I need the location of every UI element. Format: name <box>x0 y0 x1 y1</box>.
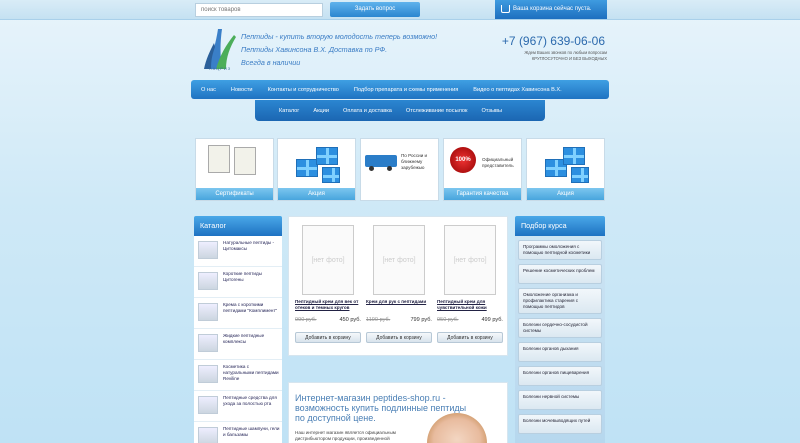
new-price: 450 руб. <box>339 317 361 323</box>
subnav-item-promos[interactable]: Акции <box>313 107 329 114</box>
product-thumbnail <box>198 303 218 321</box>
course-item[interactable]: Программы омоложения с помощью пептидной косметики <box>518 240 602 260</box>
truck-wheel-icon <box>387 166 392 171</box>
delivery-text: По России и ближнему зарубежью <box>401 153 428 170</box>
banner-promo-2[interactable] <box>526 138 605 201</box>
subnav-item-payment[interactable]: Оплата и доставка <box>342 107 392 114</box>
phone-number: +7 (967) 639-06-06 <box>501 34 605 48</box>
add-to-cart-button[interactable]: Добавить в корзину <box>295 332 361 343</box>
slogan-line-3: Всегда в наличии <box>241 58 301 67</box>
product-name[interactable]: Пептидный крем для век от отеков и темных кругов <box>295 299 359 310</box>
phone-note-line-2: КРУГЛОСУТОЧНО И БЕЗ ВЫХОДНЫХ <box>531 55 607 61</box>
product-name[interactable]: Крем для рук с пептидами <box>366 299 427 304</box>
phone-note <box>480 50 607 61</box>
course-item[interactable]: Болезни органов пищеварения <box>518 366 602 386</box>
banner-caption: Сертификаты <box>196 188 273 200</box>
nav-item-video[interactable]: Видео о пептидах Хавинсона В.Х. <box>473 86 562 93</box>
add-to-cart-button[interactable]: Добавить в корзину <box>366 332 432 343</box>
course-item[interactable]: Решение косметических проблем <box>518 264 602 284</box>
product-thumbnail <box>198 427 218 443</box>
catalog-item-label: Крема с короткими пептидами "Комплимент" <box>223 302 278 313</box>
course-title: Подбор курса <box>515 216 605 236</box>
banner-delivery[interactable] <box>360 138 439 201</box>
catalog-item-label: Косметика с натуральными пептидами Reviline <box>223 364 279 381</box>
intro-title: Интернет-магазин peptides-shop.ru - возможность купить подлинные пептиды по доступной цене. <box>295 393 467 423</box>
product-prices <box>366 317 432 327</box>
product-name[interactable]: Пептидный крем для чувствительной кожи <box>437 299 487 310</box>
logo-text: НАЦРИЗ <box>208 66 232 71</box>
subnav-item-reviews[interactable]: Отзывы <box>481 107 502 114</box>
sub-nav <box>255 100 545 121</box>
intro-text: Наш интернет магазин является официальным дистрибьютором продукции, произведенной <box>295 430 396 441</box>
add-to-cart-button[interactable]: Добавить в корзину <box>437 332 503 343</box>
product-grid <box>288 216 508 356</box>
product-image[interactable]: [нет фото] <box>302 225 354 295</box>
cart-status[interactable] <box>495 0 607 19</box>
catalog-item[interactable] <box>194 267 282 298</box>
banner-caption: Акция <box>278 188 355 200</box>
old-price: 950 руб. <box>437 317 459 323</box>
new-price: 799 руб. <box>410 317 432 323</box>
product-thumbnail <box>198 334 218 352</box>
top-bar <box>0 0 800 20</box>
product-thumbnail <box>198 241 218 259</box>
product-image[interactable]: [нет фото] <box>373 225 425 295</box>
subnav-item-tracking[interactable]: Отслеживание посылок <box>405 107 468 114</box>
nav-item-news[interactable]: Новости <box>230 86 253 93</box>
truck-wheel-icon <box>369 166 374 171</box>
gift-icon <box>316 147 338 165</box>
gift-icon <box>571 167 589 183</box>
catalog-title: Каталог <box>194 216 282 236</box>
nav-item-selection[interactable]: Подбор препарата и схемы применения <box>353 86 459 93</box>
product-prices <box>295 317 361 327</box>
old-price: 990 руб. <box>295 317 317 323</box>
nav-item-about[interactable]: О нас <box>201 86 216 93</box>
logo[interactable] <box>202 25 238 71</box>
certificate-image <box>208 145 230 173</box>
course-item[interactable]: Омоложение организма и профилактика старения с помощью пептидов <box>518 288 602 314</box>
course-item[interactable]: Болезни мочевыводящих путей <box>518 414 602 434</box>
certificate-image <box>234 147 256 175</box>
official-rep-text: Официальный представитель <box>482 157 514 168</box>
catalog-item-label: Короткие пептиды Цитогены <box>223 271 262 282</box>
catalog-item[interactable] <box>194 298 282 329</box>
banner-quality[interactable] <box>443 138 522 201</box>
phone-note-line-1: Ждем Ваших звонков по любым вопросам <box>524 50 607 55</box>
intro-section <box>288 382 508 443</box>
subnav-item-catalog[interactable]: Каталог <box>279 107 300 114</box>
gift-icon <box>322 167 340 183</box>
catalog-item-label: Натуральные пептиды - Цитомаксы <box>223 240 275 251</box>
catalog-item[interactable] <box>194 329 282 360</box>
product-thumbnail <box>198 365 218 383</box>
gift-icon <box>563 147 585 165</box>
main-nav <box>191 80 609 99</box>
course-item[interactable]: Болезни сердечно-сосудистой системы <box>518 318 602 338</box>
catalog-item-label: Жидкие пептидные комплексы <box>223 333 265 344</box>
catalog-list <box>194 236 282 443</box>
slogan-line-1: Пептиды - купить вторую молодость теперь возможно! <box>241 32 438 41</box>
banner-promo-1[interactable] <box>277 138 356 201</box>
catalog-item-label: Пептидные средства для ухода за полостью рта <box>223 395 277 406</box>
ask-question-button[interactable]: Задать вопрос <box>330 2 420 17</box>
slogan-line-2: Пептиды Хавинсона В.Х. Доставка по РФ. <box>241 45 388 54</box>
nav-item-contacts[interactable]: Контакты и сотрудничество <box>267 86 339 93</box>
cart-icon <box>501 5 510 13</box>
course-list <box>515 236 605 443</box>
product-thumbnail <box>198 396 218 414</box>
product-card <box>366 225 432 343</box>
search-input[interactable] <box>195 3 323 17</box>
course-item[interactable]: Болезни органов дыхания <box>518 342 602 362</box>
catalog-item[interactable] <box>194 236 282 267</box>
catalog-item-label: Пептидные шампуни, гели и бальзамы <box>223 426 280 437</box>
banner-caption: Акция <box>527 188 604 200</box>
product-card <box>295 225 361 343</box>
new-price: 499 руб. <box>481 317 503 323</box>
gift-icon <box>296 159 318 177</box>
catalog-item[interactable] <box>194 360 282 391</box>
product-card <box>437 225 503 343</box>
product-prices <box>437 317 503 327</box>
banner-certificates[interactable] <box>195 138 274 201</box>
banner-caption: Гарантия качества <box>444 188 521 200</box>
quality-seal-icon: 100% <box>450 147 476 173</box>
catalog-item[interactable] <box>194 422 282 443</box>
cart-label: Ваша корзина сейчас пуста. <box>513 6 592 12</box>
course-item[interactable]: Болезни нервной системы <box>518 390 602 410</box>
slogan <box>241 30 481 69</box>
product-image[interactable]: [нет фото] <box>444 225 496 295</box>
product-thumbnail <box>198 272 218 290</box>
catalog-item[interactable] <box>194 391 282 422</box>
old-price: 1190 руб. <box>366 317 391 323</box>
